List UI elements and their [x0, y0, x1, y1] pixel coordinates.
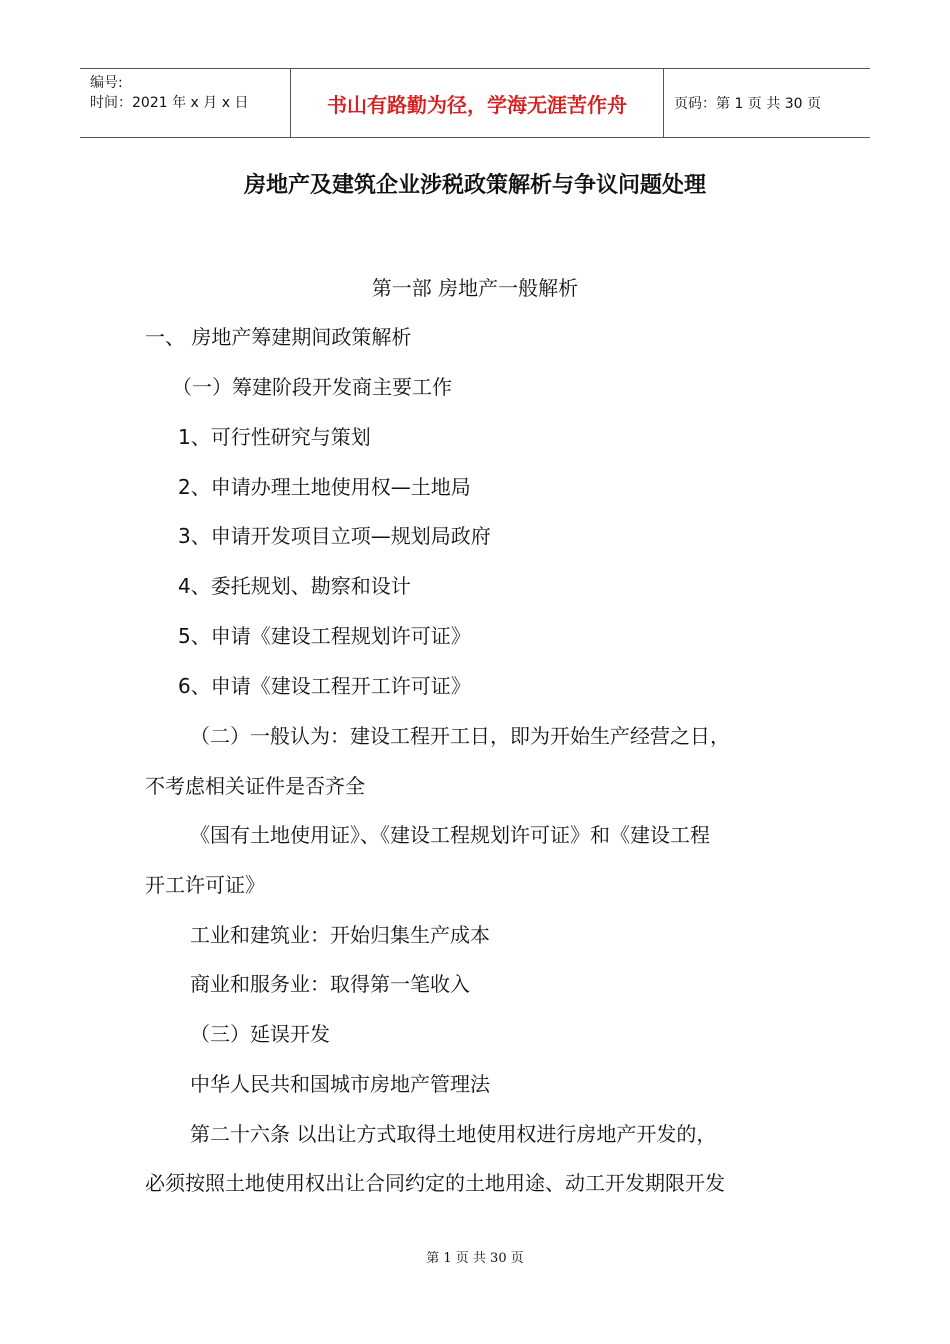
time-label: 时间：2021 年 x 月 x 日 [90, 95, 249, 111]
list-item: 4、委托规划、勘察和设计 [178, 574, 411, 598]
header-table [80, 68, 870, 138]
page-info: 页码：第 1 页 共 30 页 [674, 96, 821, 112]
subsection-heading: （一）筹建阶段开发商主要工作 [172, 375, 452, 399]
number-label: 编号: [90, 75, 123, 91]
header-left-cell [80, 69, 290, 137]
paragraph-line: 第二十六条 以出让方式取得土地使用权进行房地产开发的， [190, 1122, 717, 1146]
section-heading: 一、 房地产筹建期间政策解析 [145, 325, 412, 349]
paragraph-line: （二）一般认为：建设工程开工日，即为开始生产经营之日， [190, 724, 730, 748]
paragraph-line: 开工许可证》 [145, 873, 265, 897]
law-name: 中华人民共和国城市房地产管理法 [190, 1072, 490, 1096]
motto: 书山有路勤为径，学海无涯苦作舟 [290, 69, 664, 137]
list-item: 6、申请《建设工程开工许可证》 [178, 674, 471, 698]
paragraph-line: 必须按照土地使用权出让合同约定的土地用途、动工开发期限开发 [145, 1171, 725, 1195]
list-item: 3、申请开发项目立项—规划局政府 [178, 524, 491, 548]
list-item: 5、申请《建设工程规划许可证》 [178, 624, 471, 648]
subsection-heading: （三）延误开发 [190, 1022, 330, 1046]
list-item: 2、申请办理土地使用权—土地局 [178, 475, 471, 499]
list-item: 1、可行性研究与策划 [178, 425, 371, 449]
paragraph-line: 不考虑相关证件是否齐全 [145, 774, 365, 798]
paragraph-line: 商业和服务业：取得第一笔收入 [190, 972, 470, 996]
paragraph-line: 工业和建筑业：开始归集生产成本 [190, 923, 490, 947]
document-title: 房地产及建筑企业涉税政策解析与争议问题处理 [243, 173, 706, 198]
paragraph-line: 《国有土地使用证》、《建设工程规划许可证》和《建设工程 [190, 823, 710, 847]
part-heading: 第一部 房地产一般解析 [371, 276, 579, 300]
page-footer: 第 1 页 共 30 页 [426, 1251, 524, 1266]
